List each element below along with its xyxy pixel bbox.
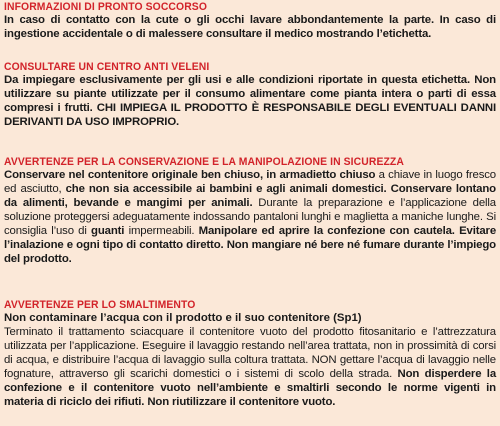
disposal-section: [4, 299, 496, 425]
text-run: Manipolare ed aprire la confezione con cautela. Evitare l’inalazione e ogni tipo di contatto diretto. Non mangiare né bere né fumare durante l’impiego del prodotto.: [4, 225, 497, 266]
text-run: impermeabili.: [128, 225, 199, 238]
disposal-text: [4, 325, 496, 409]
first-aid-heading: INFORMAZIONI DI PRONTO SOCCORSO: [4, 1, 207, 13]
text-run: che non sia accessibile ai bambini e agli animali domestici. Conservare lontano da alimenti, bevande e mangimi per animali.: [4, 183, 496, 210]
first-aid-section: [4, 1, 496, 61]
text-run: Conservare nel contenitore originale ben chiuso, in armadietto chiuso: [4, 169, 379, 181]
storage-handling-text: [4, 168, 496, 266]
text-run: Non disperdere la confezione e il contenitore vuoto nell’ambiente e smaltirli secondo le norme vigenti in materia di riciclo dei rifiuti. Non riutilizzare il contenitore vuoto.: [4, 368, 497, 409]
text-run: Durante la preparazione e l’applicazione della soluzione proteggersi adeguatamente indossando pantaloni lunghi e maglietta a maniche lunghe. Si consiglia l’uso di: [4, 197, 496, 238]
storage-handling-section: [4, 156, 496, 299]
text-run: Terminato il trattamento sciacquare il contenitore vuoto del prodotto fitosanitario e l’attrezzatura utilizzata per l’applicazione. Eseguire il lavaggio restando nell’area trattata, non in prossimità di corsi di acqua, e distribuire l’acqua di lavaggio sulla coltura trattata. NON gettare l’acqua di lavaggio nelle fognature, attraverso gli scarichi domestici o i sistemi di scolo della strada.: [4, 326, 496, 381]
first-aid-text: In caso di contatto con la cute o gli occhi lavare abbondantemente la parte. In caso di ingestione accidentale o di malessere consultare il medico mostrando l’etichetta.: [4, 14, 496, 41]
poison-center-section: [4, 61, 496, 156]
usage-warning-text: Da impiegare esclusivamente per gli usi e alle condizioni riportate in questa etichetta. Non utilizzare su piante utilizzate per il consumo alimentare come pianta intera o parti di essa compresi i frutti. CHI IMPIEGA IL PRODOTTO È RESPONSABILE DEGLI EVENTUALI DANNI DERIVANTI DA USO IMPROPRIO.: [4, 74, 496, 129]
disposal-subheading: Non contaminare l’acqua con il prodotto e il suo contenitore (Sp1): [4, 312, 362, 324]
poison-center-heading: CONSULTARE UN CENTRO ANTI VELENI: [4, 61, 210, 73]
disposal-heading: AVVERTENZE PER LO SMALTIMENTO: [4, 299, 196, 311]
storage-handling-heading: AVVERTENZE PER LA CONSERVAZIONE E LA MANIPOLAZIONE IN SICUREZZA: [4, 156, 404, 168]
text-run: guanti: [91, 225, 129, 238]
text-run: a chiave in luogo fresco ed asciutto,: [4, 169, 496, 196]
